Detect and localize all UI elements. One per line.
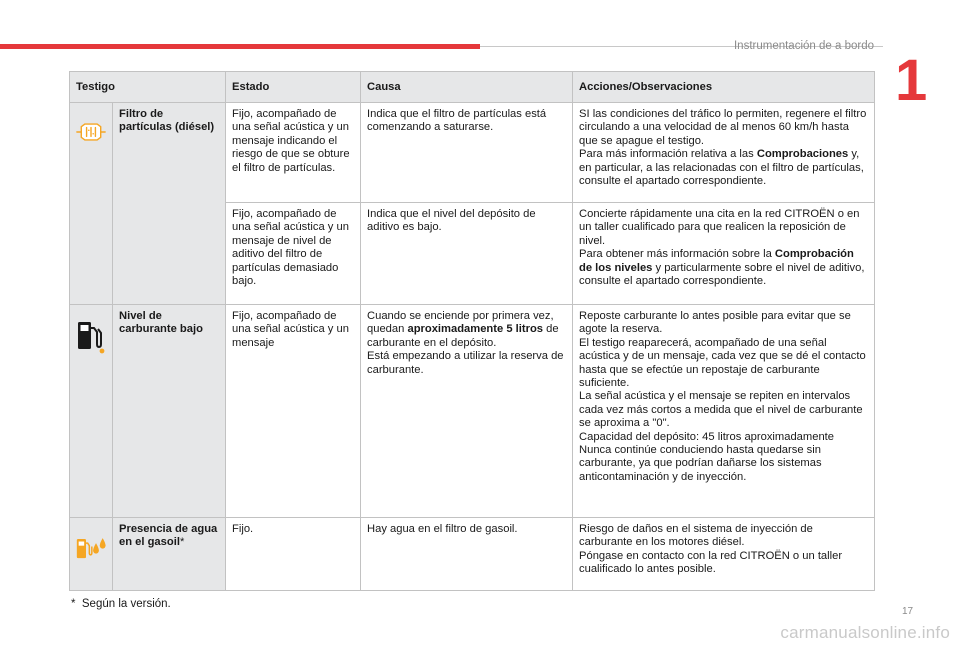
acciones-text-part: Para más información relativa a las bbox=[579, 148, 757, 161]
table-row bbox=[70, 518, 875, 591]
warning-name-water-in-diesel bbox=[113, 518, 226, 591]
acciones-cell bbox=[573, 203, 875, 305]
acciones-text: Nunca continúe conduciendo hasta quedarse sin carburante, ya que podrían dañarse los sistemas anticontaminación y de inyección. bbox=[579, 444, 822, 483]
table-row bbox=[70, 305, 875, 518]
warning-lights-table bbox=[69, 71, 875, 591]
icon-cell bbox=[70, 103, 113, 305]
water-in-diesel-icon bbox=[76, 534, 106, 564]
acciones-cell bbox=[573, 305, 875, 518]
footnote bbox=[71, 598, 171, 610]
icon-cell bbox=[70, 518, 113, 591]
table-header-row bbox=[70, 72, 875, 103]
causa-cell: Indica que el nivel del depósito de aditivo es bajo. bbox=[361, 203, 573, 305]
causa-cell: Indica que el filtro de partículas está comenzando a saturarse. bbox=[361, 103, 573, 203]
estado-cell: Fijo. bbox=[226, 518, 361, 591]
acciones-text: Concierte rápidamente una cita en la red CITROËN o en un taller cualificado para que realicen la reposición de nivel. bbox=[579, 208, 860, 247]
footnote-marker: * bbox=[71, 598, 76, 610]
estado-cell: Fijo, acompañado de una señal acústica y un mensaje indicando el riesgo de que se obture el filtro de partículas. bbox=[226, 103, 361, 203]
causa-text-bold: aproximadamente 5 litros bbox=[407, 323, 544, 336]
acciones-cell bbox=[573, 103, 875, 203]
column-header-testigo: Testigo bbox=[70, 72, 226, 103]
acciones-text-bold: Comprobaciones bbox=[756, 148, 849, 161]
page-number: 17 bbox=[902, 606, 914, 617]
column-header-acciones: Acciones/Observaciones bbox=[573, 72, 875, 103]
acciones-text: La señal acústica y el mensaje se repiten en intervalos cada vez más cortos a medida que el nivel de carburante se aproxima a "0". bbox=[579, 390, 863, 430]
particle-filter-icon bbox=[76, 122, 106, 142]
acciones-cell bbox=[573, 518, 875, 591]
page-header-title: Instrumentación de a bordo bbox=[733, 40, 874, 52]
acciones-text: Póngase en contacto con la red CITROËN o un taller cualificado lo antes posible. bbox=[579, 549, 843, 576]
estado-cell: Fijo, acompañado de una señal acústica y un mensaje de nivel de aditivo del filtro de partículas demasiado bajo. bbox=[226, 203, 361, 305]
acciones-text-bold: Comprobación de los niveles bbox=[579, 248, 854, 274]
header-red-bar bbox=[0, 44, 480, 49]
acciones-text: Reposte carburante lo antes posible para evitar que se agote la reserva. bbox=[579, 310, 851, 336]
warning-name-text: Presencia de agua en el gasoil bbox=[119, 523, 218, 549]
acciones-text-part: y particularmente sobre el nivel de aditivo, consulte el apartado correspondiente. bbox=[579, 261, 865, 288]
causa-text-part: Cuando se enciende por primera vez, quedan bbox=[367, 310, 554, 336]
chapter-number: 1 bbox=[895, 48, 928, 113]
acciones-text bbox=[579, 248, 868, 288]
warning-name-fuel-low: Nivel de carburante bajo bbox=[113, 305, 226, 518]
footnote-text: Según la versión. bbox=[81, 598, 171, 610]
causa-cell bbox=[361, 305, 573, 518]
causa-text-part: de carburante en el depósito. bbox=[367, 323, 559, 349]
acciones-text: Capacidad del depósito: 45 litros aproximadamente bbox=[579, 430, 834, 443]
table-row bbox=[70, 103, 875, 203]
column-header-estado: Estado bbox=[226, 72, 361, 103]
warning-name-particle-filter: Filtro de partículas (diésel) bbox=[113, 103, 226, 305]
acciones-text-part: Para obtener más información sobre la bbox=[579, 248, 775, 261]
footnote-marker: * bbox=[179, 536, 185, 549]
watermark: carmanualsonline.info bbox=[780, 623, 950, 642]
icon-cell bbox=[70, 305, 113, 518]
acciones-text: El testigo reaparecerá, acompañado de una señal acústica y de un mensaje, cada vez que se dé el contacto hasta que se efectúe un repostaje de carburante suficiente. bbox=[579, 336, 866, 390]
causa-text: Está empezando a utilizar la reserva de carburante. bbox=[367, 350, 564, 376]
acciones-text: Riesgo de daños en el sistema de inyección de carburante en los motores diésel. bbox=[579, 523, 813, 549]
column-header-causa: Causa bbox=[361, 72, 573, 103]
acciones-text bbox=[579, 148, 868, 188]
fuel-pump-icon bbox=[76, 320, 106, 354]
acciones-text-part: y, en particular, a las relacionadas con el filtro de partículas, consulte el apartado correspondiente. bbox=[579, 148, 864, 188]
estado-cell: Fijo, acompañado de una señal acústica y un mensaje bbox=[226, 305, 361, 518]
acciones-text: SI las condiciones del tráfico lo permiten, regenere el filtro circulando a una velocidad de al menos 60 km/h hasta que se apague el testigo. bbox=[579, 108, 867, 147]
causa-text bbox=[367, 310, 566, 350]
causa-cell: Hay agua en el filtro de gasoil. bbox=[361, 518, 573, 591]
